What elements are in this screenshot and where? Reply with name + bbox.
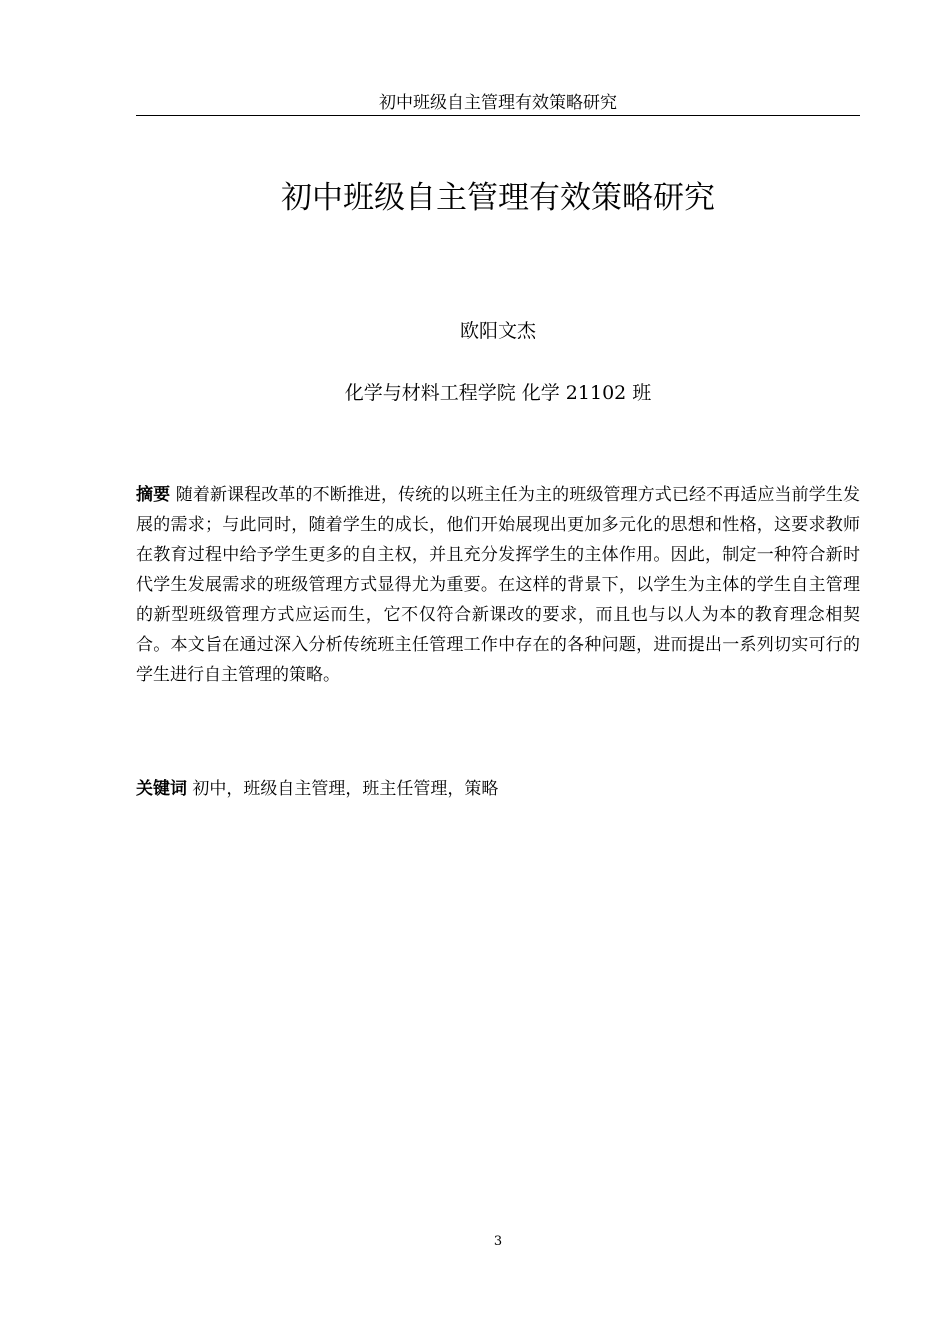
keywords-paragraph	[136, 774, 860, 804]
running-header: 初中班级自主管理有效策略研究	[379, 93, 617, 113]
keywords-text: 初中，班级自主管理，班主任管理，策略	[192, 779, 499, 799]
author-affiliation: 化学与材料工程学院 化学 21102 班	[344, 382, 652, 404]
abstract-label: 摘要	[136, 485, 171, 505]
abstract-text: 随着新课程改革的不断推进，传统的以班主任为主的班级管理方式已经不再适应当前学生发展的需求；与此同时，随着学生的成长，他们开始展现出更加多元化的思想和性格，这要求教师在教育过程中给予学生更多的自主权，并且充分发挥学生的主体作用。因此，制定一种符合新时代学生发展需求的班级管理方式显得尤为重要。在这样的背景下，以学生为主体的学生自主管理的新型班级管理方式应运而生，它不仅符合新课改的要求，而且也与以人为本的教育理念相契合。本文旨在通过深入分析传统班主任管理工作中存在的各种问题，进而提出一系列切实可行的学生进行自主管理的策略。	[136, 485, 860, 685]
page-number: 3	[493, 1234, 503, 1249]
abstract-paragraph	[136, 480, 860, 690]
keywords-label: 关键词	[136, 779, 187, 799]
header-divider	[136, 115, 860, 116]
paper-title: 初中班级自主管理有效策略研究	[281, 180, 715, 216]
author-name: 欧阳文杰	[459, 320, 536, 342]
